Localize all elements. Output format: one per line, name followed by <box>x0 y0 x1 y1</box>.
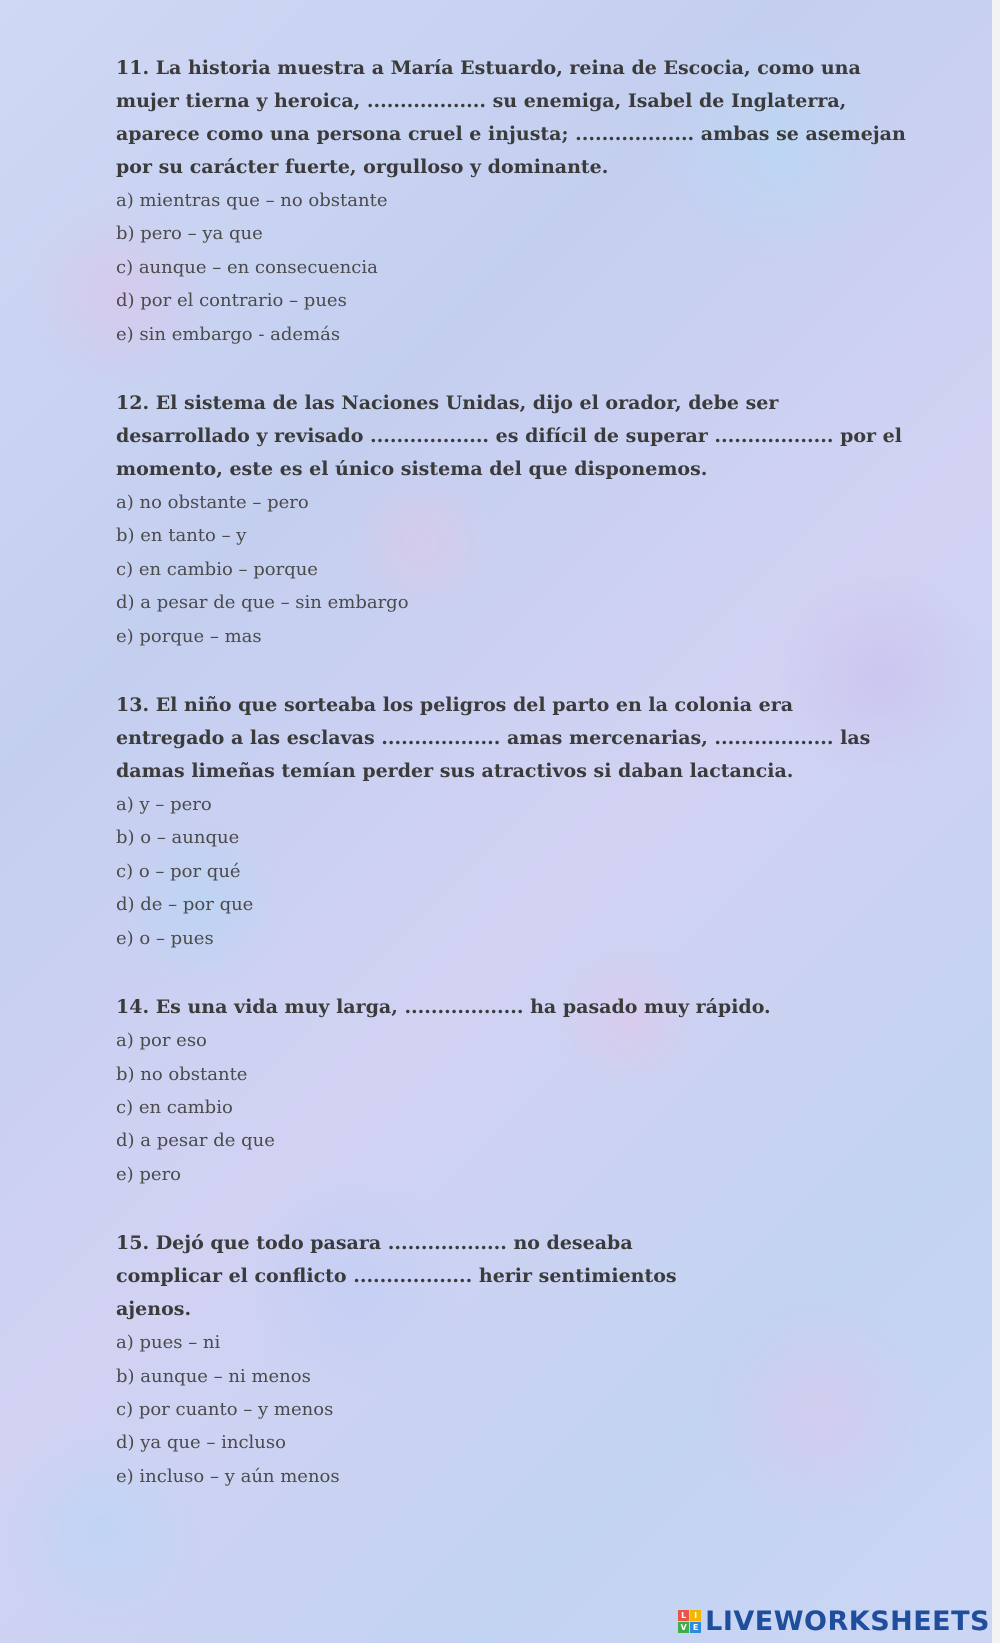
brand-name: LIVEWORKSHEETS <box>705 1606 990 1637</box>
option-a[interactable]: a) y – pero <box>116 794 212 816</box>
option-c[interactable]: c) en cambio – porque <box>116 558 318 580</box>
option-a[interactable]: a) mientras que – no obstante <box>116 190 388 211</box>
option-d[interactable]: d) por el contrario – pues <box>116 290 347 312</box>
question-stem <box>116 689 906 788</box>
option-c[interactable]: c) aunque – en consecuencia <box>116 256 378 278</box>
question-text: Dejó que todo pasara .................. no deseaba complicar el conflicto .................. herir sentimientos ajenos. <box>116 1232 677 1321</box>
question-text: Es una vida muy larga, .................. ha pasado muy rápido. <box>155 996 771 1019</box>
options-list <box>116 486 956 653</box>
option-b[interactable]: b) no obstante <box>116 1063 248 1085</box>
option-d[interactable]: d) a pesar de que – sin embargo <box>116 592 409 614</box>
question-number: 15. <box>116 1232 150 1255</box>
option-a[interactable]: a) pues – ni <box>116 1332 221 1354</box>
option-d[interactable]: d) ya que – incluso <box>116 1432 286 1454</box>
question-text: La historia muestra a María Estuardo, reina de Escocia, como una mujer tierna y heroica, .................. su enemiga, Isabel de Inglaterra, aparece como una persona cruel e injusta; .................. ambas se asemejan por su carácter fuerte, orgulloso y dominante. <box>116 57 906 178</box>
option-c[interactable]: c) por cuanto – y menos <box>116 1398 334 1420</box>
question-15 <box>116 1227 956 1493</box>
options-list <box>116 1024 956 1191</box>
options-list <box>116 184 956 351</box>
question-text: El niño que sorteaba los peligros del parto en la colonia era entregado a las esclavas .................. amas mercenarias, .................. las damas limeñas temían perder sus atractivos si daban lactancia. <box>116 694 871 783</box>
question-text: El sistema de las Naciones Unidas, dijo el orador, debe ser desarrollado y revisado .................. es difícil de superar .................. por el momento, este es el único sistema del que disponemos. <box>116 392 902 481</box>
question-number: 13. <box>116 694 150 717</box>
option-e[interactable]: e) pero <box>116 1163 182 1185</box>
question-13 <box>116 689 956 955</box>
option-e[interactable]: e) incluso – y aún menos <box>116 1465 340 1487</box>
option-b[interactable]: b) en tanto – y <box>116 525 247 547</box>
question-stem <box>116 387 906 486</box>
option-b[interactable]: b) pero – ya que <box>116 223 263 245</box>
liveworksheets-logo <box>678 1606 990 1637</box>
question-stem <box>116 52 916 184</box>
question-12 <box>116 387 956 653</box>
option-d[interactable]: d) de – por que <box>116 894 254 916</box>
option-b[interactable]: b) aunque – ni menos <box>116 1365 311 1387</box>
option-d[interactable]: d) a pesar de que <box>116 1130 275 1152</box>
option-c[interactable]: c) o – por qué <box>116 860 241 882</box>
option-e[interactable]: e) o – pues <box>116 927 214 949</box>
worksheet-page <box>116 52 956 1529</box>
options-list <box>116 1326 956 1493</box>
question-11 <box>116 52 956 351</box>
option-e[interactable]: e) sin embargo - además <box>116 323 341 345</box>
question-stem <box>116 1227 736 1326</box>
question-number: 12. <box>116 392 150 415</box>
question-number: 14. <box>116 996 150 1019</box>
question-number: 11. <box>116 57 150 79</box>
option-c[interactable]: c) en cambio <box>116 1096 233 1118</box>
option-b[interactable]: b) o – aunque <box>116 827 240 849</box>
option-e[interactable]: e) porque – mas <box>116 625 262 647</box>
option-a[interactable]: a) por eso <box>116 1030 207 1052</box>
page-edge-strip <box>992 0 1000 1643</box>
question-stem <box>116 991 916 1024</box>
option-a[interactable]: a) no obstante – pero <box>116 492 309 514</box>
options-list <box>116 788 956 955</box>
question-14 <box>116 991 956 1191</box>
liveworksheets-logo-icon: L I V E <box>678 1610 701 1633</box>
